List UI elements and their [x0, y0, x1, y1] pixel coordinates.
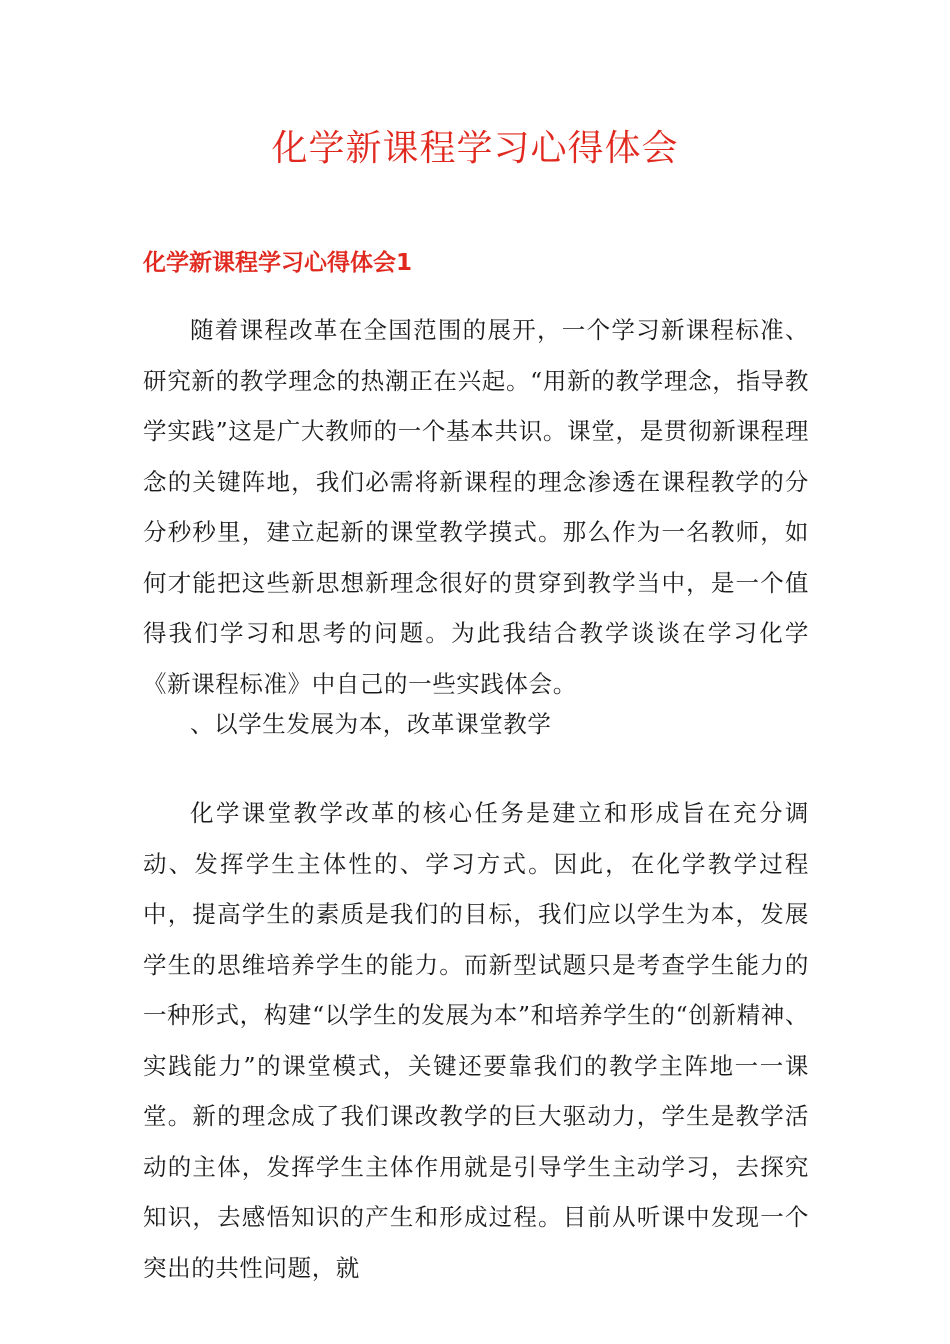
document-title: 化学新课程学习心得体会: [271, 128, 679, 169]
subheading: 、以学生发展为本，改革课堂教学: [190, 710, 552, 738]
section-heading: 化学新课程学习心得体会1: [143, 250, 413, 276]
paragraph-1: 随着课程改革在全国范围的展开，一个学习新课程标准、研究新的教学理念的热潮正在兴起。“用新的教学理念，指导教学实践”这是广大教师的一个基本共识。课堂，是贯彻新课程理念的关键阵地，我们必需将新课程的理念渗透在课程教学的分分秒秒里，建立起新的课堂教学摸式。那么作为一名教师，如何才能把这些新思想新理念很好的贯穿到教学当中，是一个值得我们学习和思考的问题。为此我结合教学谈谈在学习化学《新课程标准》中自己的一些实践体会。: [143, 316, 809, 698]
paragraph-2: 化学课堂教学改革的核心任务是建立和形成旨在充分调动、发挥学生主体性的、学习方式。因此，在化学教学过程中，提高学生的素质是我们的目标，我们应以学生为本，发展学生的思维培养学生的能力。而新型试题只是考查学生能力的一种形式，构建“以学生的发展为本”和培养学生的“创新精神、实践能力”的课堂模式，关键还要靠我们的教学主阵地一一课堂。新的理念成了我们课改教学的巨大驱动力，学生是教学活动的主体，发挥学生主体作用就是引导学生主动学习，去探究知识，去感悟知识的产生和形成过程。目前从听课中发现一个突出的共性问题，就: [143, 799, 809, 1282]
